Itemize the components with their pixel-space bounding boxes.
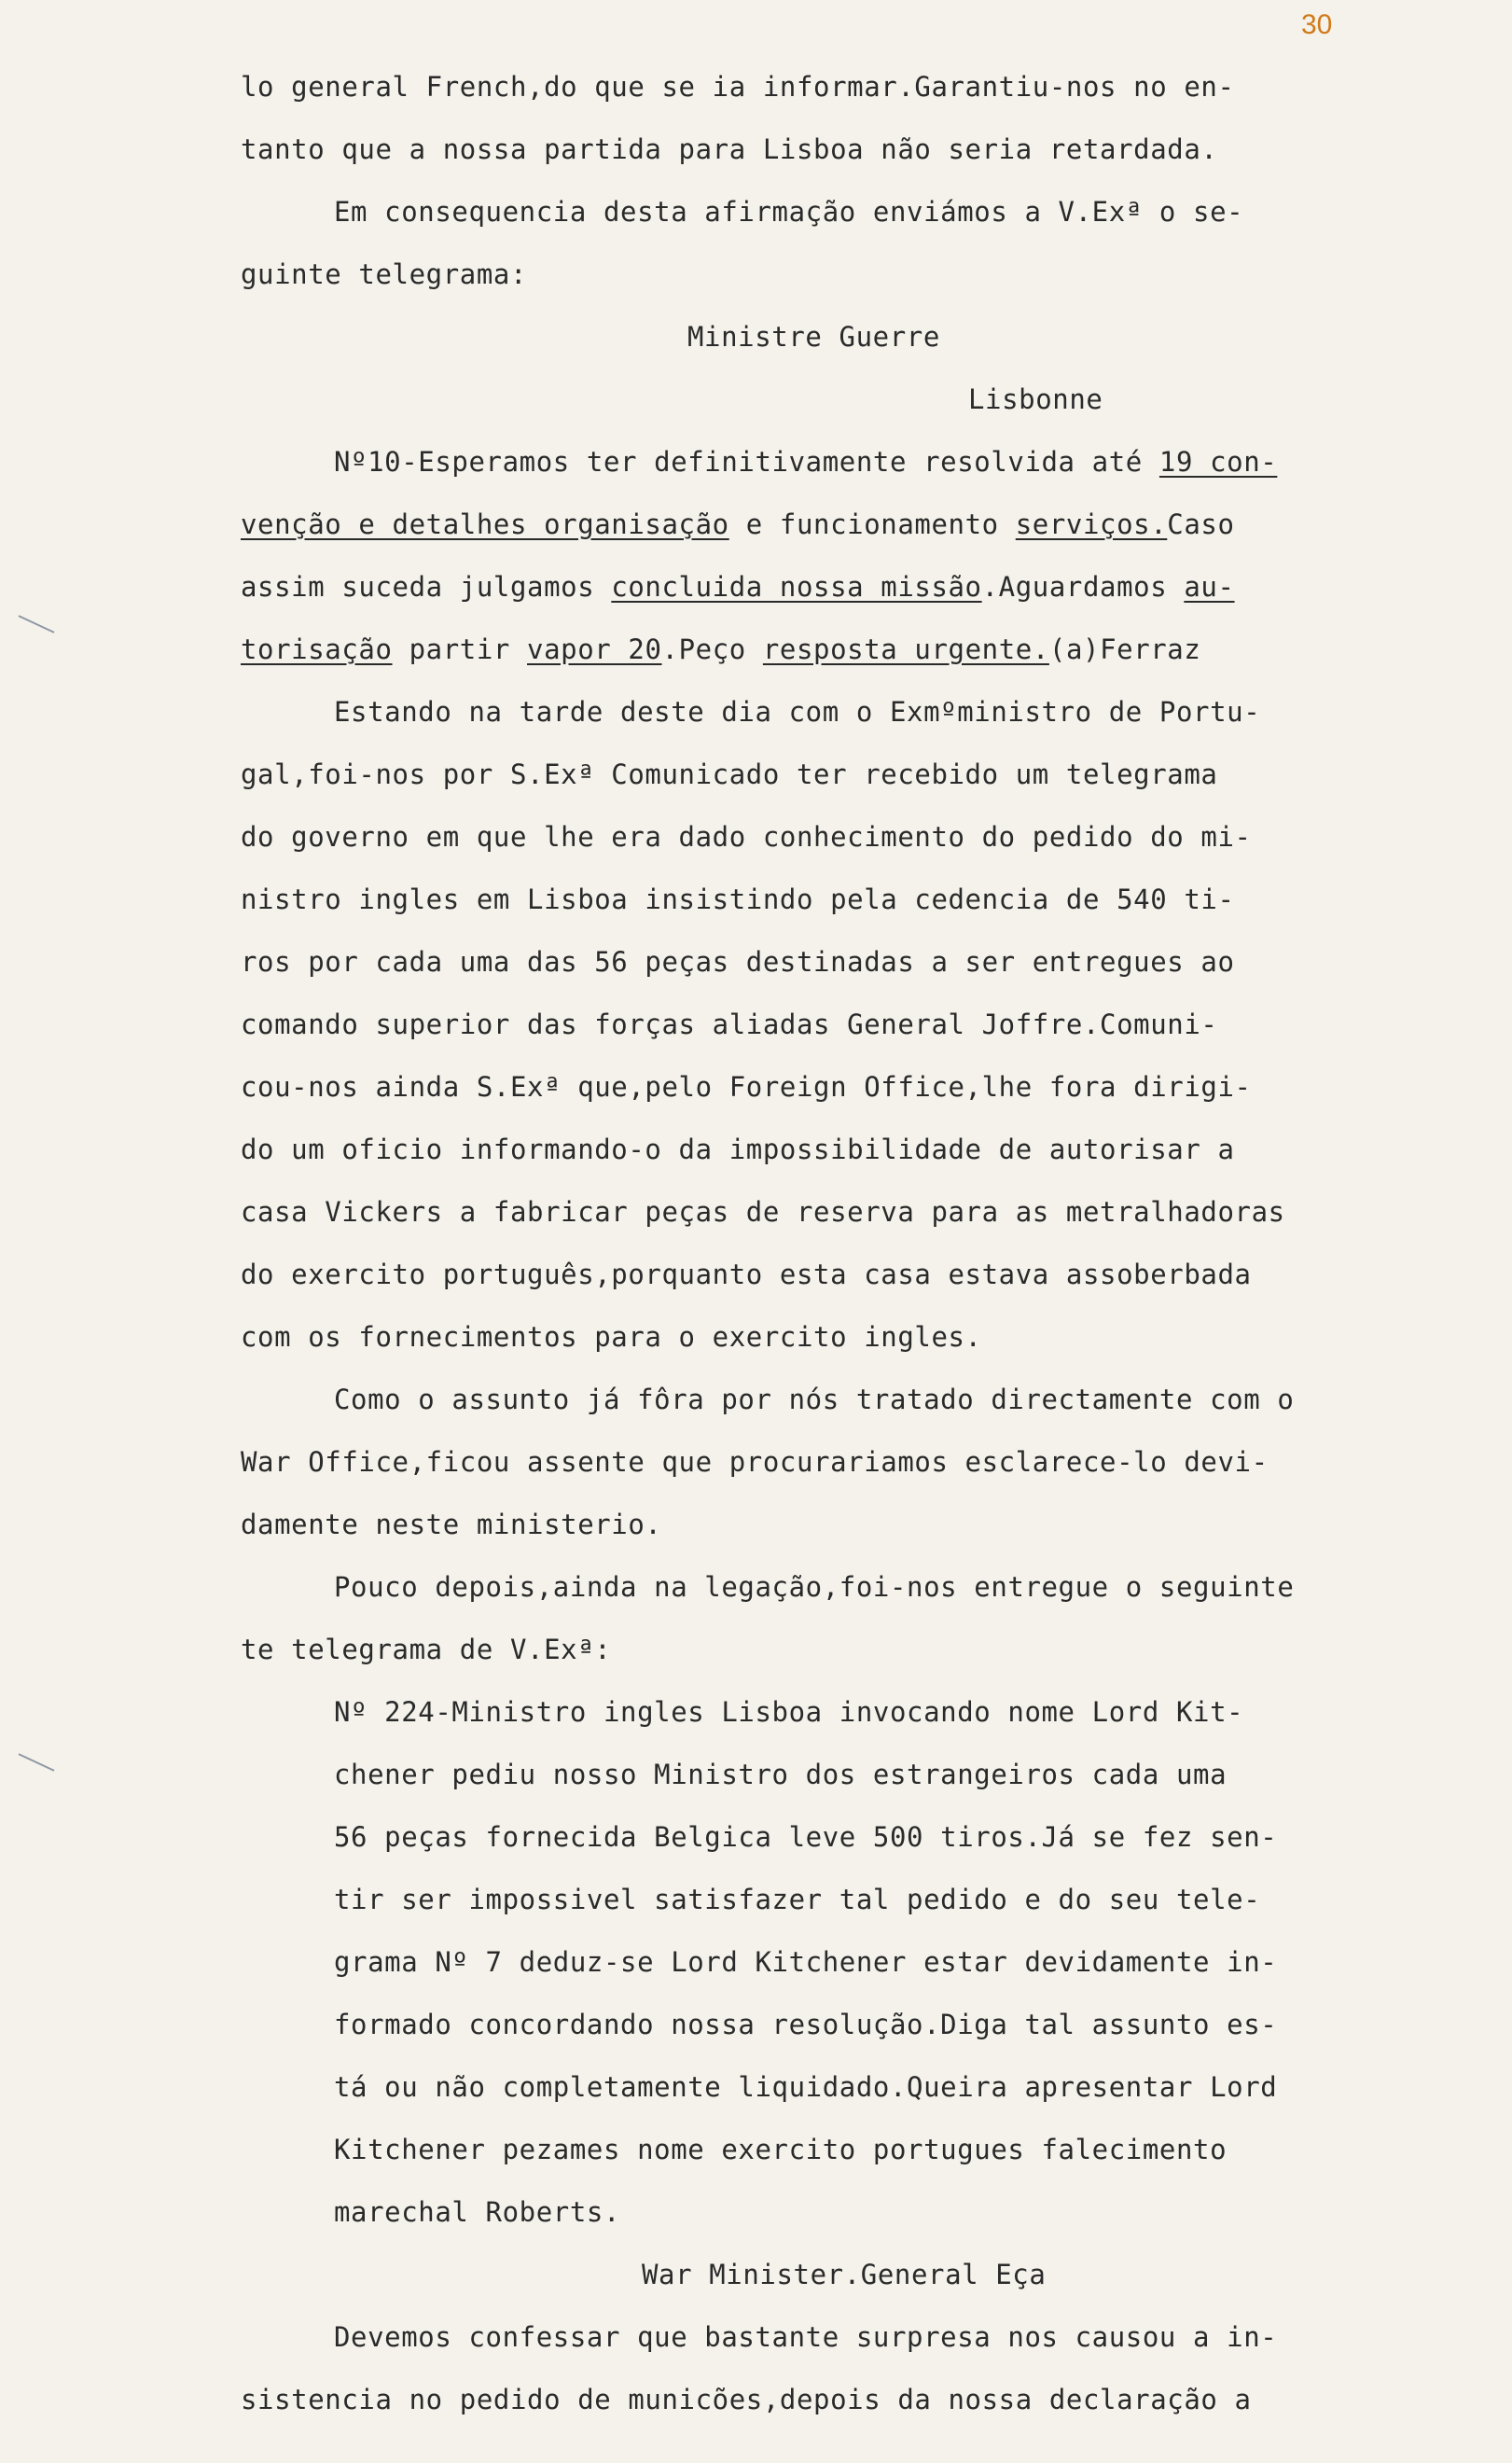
text-segment: sistencia no pedido de municões,depois da nossa declaração a xyxy=(241,2384,1252,2415)
text-line xyxy=(241,258,527,290)
text-segment: guinte telegrama: xyxy=(241,258,528,290)
text-segment: Como o assunto já fôra por nós tratado directamente com o xyxy=(334,1384,1295,1415)
text-line xyxy=(334,1884,1260,1915)
text-segment: e funcionamento xyxy=(728,508,1016,540)
underlined-text: resposta urgente. xyxy=(762,633,1049,665)
text-line xyxy=(241,133,1217,165)
text-line xyxy=(241,633,1200,665)
text-segment: Ministre Guerre xyxy=(687,321,940,353)
text-line xyxy=(241,946,1235,978)
text-segment: Devemos confessar que bastante surpresa nos causou a in- xyxy=(334,2321,1278,2353)
text-segment: do um oficio informando-o da impossibilidade de autorisar a xyxy=(241,1134,1235,1165)
text-line xyxy=(334,196,1243,228)
text-segment: comando superior das forças aliadas General Joffre.Comuni- xyxy=(241,1009,1218,1040)
text-line xyxy=(334,1946,1277,1978)
text-line xyxy=(334,2009,1277,2040)
text-line xyxy=(241,1321,982,1353)
text-segment: tá ou não completamente liquidado.Queira apresentar Lord xyxy=(334,2071,1278,2103)
text-line xyxy=(241,758,1217,790)
text-segment: Em consequencia desta afirmação enviámos a V.Exª o se- xyxy=(334,196,1244,228)
text-segment: tanto que a nossa partida para Lisboa não seria retardada. xyxy=(241,133,1218,165)
underlined-text: venção e detalhes organisação xyxy=(241,508,729,540)
text-segment: com os fornecimentos para o exercito ingles. xyxy=(241,1321,982,1353)
text-segment: Estando na tarde deste dia com o Exmºministro de Portu- xyxy=(334,696,1261,728)
text-segment: nistro ingles em Lisboa insistindo pela cedencia de 540 ti- xyxy=(241,884,1235,915)
text-line xyxy=(334,1759,1227,1790)
text-segment: (a)Ferraz xyxy=(1048,633,1201,665)
text-segment: War Office,ficou assente que procurariamos esclarece-lo devi- xyxy=(241,1446,1269,1478)
text-segment: Kitchener pezames nome exercito portugues falecimento xyxy=(334,2134,1228,2165)
underlined-text: concluida nossa missão xyxy=(611,571,982,603)
text-line xyxy=(334,446,1277,478)
underlined-text: serviços. xyxy=(1015,508,1168,540)
underlined-text: 19 con- xyxy=(1158,446,1278,478)
underlined-text: torisação xyxy=(241,633,393,665)
text-line xyxy=(687,321,940,353)
text-line xyxy=(334,2134,1227,2165)
text-segment: lo general French,do que se ia informar.Garantiu-nos no en- xyxy=(241,71,1235,103)
text-line xyxy=(241,571,1235,603)
text-segment: assim suceda julgamos xyxy=(241,571,612,603)
text-segment: te telegrama de V.Exª: xyxy=(241,1634,612,1665)
text-line xyxy=(241,1134,1235,1165)
text-segment: War Minister.General Eça xyxy=(642,2259,1047,2290)
text-segment: do governo em que lhe era dado conhecimento do pedido do mi- xyxy=(241,821,1252,853)
text-line xyxy=(241,1259,1252,1290)
text-segment: ros por cada uma das 56 peças destinadas a ser entregues ao xyxy=(241,946,1235,978)
text-line xyxy=(334,2196,620,2228)
text-line xyxy=(241,1196,1285,1228)
text-line xyxy=(241,508,1235,540)
text-segment: grama Nº 7 deduz-se Lord Kitchener estar devidamente in- xyxy=(334,1946,1278,1978)
text-segment: Nº10-Esperamos ter definitivamente resolvida até xyxy=(334,446,1159,478)
text-segment: formado concordando nossa resolução.Diga tal assunto es- xyxy=(334,2009,1278,2040)
margin-mark xyxy=(19,1753,55,1772)
text-line xyxy=(334,1384,1294,1415)
text-segment: Lisbonne xyxy=(968,383,1103,415)
text-segment: tir ser impossivel satisfazer tal pedido e do seu tele- xyxy=(334,1884,1261,1915)
page-number: 30 xyxy=(1301,9,1333,40)
text-line xyxy=(334,696,1260,728)
text-segment: .Peço xyxy=(661,633,763,665)
text-segment: marechal Roberts. xyxy=(334,2196,621,2228)
text-segment: chener pediu nosso Ministro dos estrangeiros cada uma xyxy=(334,1759,1228,1790)
text-segment: gal,foi-nos por S.Exª Comunicado ter recebido um telegrama xyxy=(241,758,1218,790)
text-line xyxy=(241,1446,1269,1478)
text-line xyxy=(241,1009,1217,1040)
text-line xyxy=(241,2384,1252,2415)
text-segment: 56 peças fornecida Belgica leve 500 tiros.Já se fez sen- xyxy=(334,1821,1278,1853)
text-line xyxy=(241,821,1252,853)
margin-mark xyxy=(19,615,55,633)
text-line xyxy=(241,1071,1252,1103)
text-line xyxy=(334,1821,1277,1853)
text-segment: damente neste ministerio. xyxy=(241,1509,662,1540)
underlined-text: au- xyxy=(1184,571,1235,603)
text-segment: partir xyxy=(392,633,528,665)
text-segment: Caso xyxy=(1167,508,1235,540)
text-line xyxy=(241,1509,662,1540)
text-line xyxy=(642,2259,1046,2290)
text-line xyxy=(334,2071,1277,2103)
text-line xyxy=(334,1696,1243,1728)
text-segment: casa Vickers a fabricar peças de reserva para as metralhadoras xyxy=(241,1196,1285,1228)
text-line xyxy=(334,2321,1277,2353)
text-line xyxy=(241,71,1235,103)
text-segment: Pouco depois,ainda na legação,foi-nos entregue o seguinte xyxy=(334,1571,1295,1603)
text-segment: do exercito português,porquanto esta casa estava assoberbada xyxy=(241,1259,1252,1290)
text-line xyxy=(241,1634,611,1665)
text-segment: .Aguardamos xyxy=(981,571,1185,603)
text-line xyxy=(241,884,1235,915)
text-line xyxy=(334,1571,1294,1603)
text-segment: cou-nos ainda S.Exª que,pelo Foreign Office,lhe fora dirigi- xyxy=(241,1071,1252,1103)
underlined-text: vapor 20 xyxy=(527,633,662,665)
text-line xyxy=(968,383,1103,415)
text-segment: Nº 224-Ministro ingles Lisboa invocando nome Lord Kit- xyxy=(334,1696,1244,1728)
